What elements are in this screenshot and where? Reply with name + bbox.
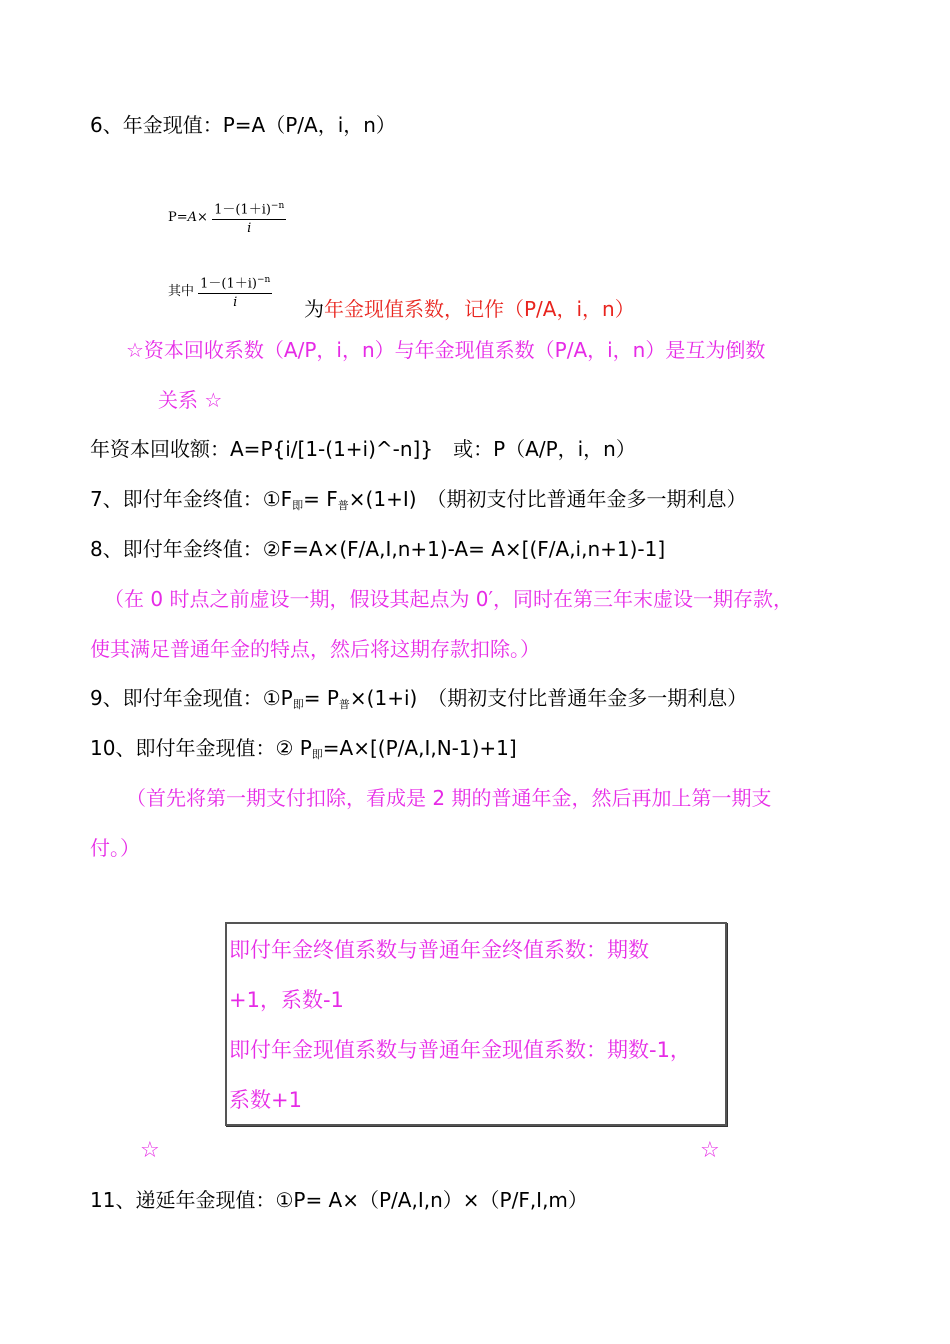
l7-sub-ji: 即 (292, 499, 304, 512)
summary-box (225, 922, 727, 1126)
numerator-exp: −n (270, 201, 285, 211)
box-line-4: 系数+1 (229, 1088, 302, 1112)
l10-post: =A×[(P/A,I,N-1)+1] (322, 736, 517, 760)
l9-post: ×(1+i) （期初支付比普通年金多一期利息） (349, 686, 748, 710)
l10-pre: 10、即付年金现值：② P (90, 736, 312, 760)
qizhong-fraction (198, 272, 272, 311)
l10-sub-ji: 即 (311, 748, 323, 761)
annual-capital-recovery: 年资本回收额：A=P{i/[1-(1+i)^-n]} 或：P（A/P，i，n） (90, 437, 636, 461)
formula-times: × (197, 210, 208, 226)
heading-11: 11、递延年金现值：①P= A×（P/A,I,n）×（P/F,I,m） (90, 1188, 588, 1212)
formula-a: A (187, 210, 198, 226)
heading-10 (90, 735, 517, 768)
qizhong-numerator-text: 1－(1＋i) (200, 276, 257, 292)
l9-sub-pu: 普 (338, 698, 350, 711)
heading-7 (90, 486, 747, 519)
note-reciprocal-a: ☆资本回收系数（A/P，i，n）与年金现值系数（P/A，i，n）是互为倒数 (126, 338, 766, 362)
qizhong-wei: 为 (304, 297, 324, 321)
l7-mid: = F (303, 487, 338, 511)
l9-pre: 9、即付年金现值：①P (90, 686, 293, 710)
heading-8: 8、即付年金终值：②F=A×(F/A,I,n+1)-A= A×[(F/A,i,n+1)-1] (90, 537, 666, 561)
l7-post: ×(1+I) （期初支付比普通年金多一期利息） (348, 487, 747, 511)
formula-present-value (168, 198, 286, 237)
formula-prefix: P= (168, 210, 188, 226)
heading-9 (90, 685, 747, 718)
qizhong-denominator: i (233, 295, 238, 311)
box-line-2: +1，系数-1 (229, 988, 344, 1012)
qizhong-exp: −n (257, 275, 271, 285)
star-left: ☆ (140, 1138, 160, 1163)
l7-pre: 7、即付年金终值：①F (90, 487, 293, 511)
qizhong-description (304, 296, 635, 322)
formula-qizhong (168, 272, 272, 311)
heading-annuity-present-value: 6、年金现值：P=A（P/A，i，n） (90, 113, 396, 137)
box-line-3: 即付年金现值系数与普通年金现值系数：期数-1， (229, 1038, 691, 1062)
formula-numerator (212, 198, 286, 220)
numerator-text: 1－(1＋i) (214, 202, 271, 218)
note-deduct-first-b: 付。） (90, 836, 140, 860)
qizhong-prefix: 其中 (168, 284, 195, 300)
qizhong-red-text: 年金现值系数，记作（P/A，i，n） (324, 297, 635, 321)
note-virtual-period-b: 使其满足普通年金的特点，然后将这期存款扣除。） (90, 637, 540, 661)
note-virtual-period-a: （在 0 时点之前虚设一期，假设其起点为 0′，同时在第三年末虚设一期存款， (104, 587, 794, 611)
formula-fraction (212, 198, 286, 237)
star-right: ☆ (700, 1138, 720, 1163)
formula-denominator: i (247, 221, 252, 237)
note-deduct-first-a: （首先将第一期支付扣除，看成是 2 期的普通年金，然后再加上第一期支 (126, 786, 772, 810)
l9-mid: = P (303, 686, 339, 710)
qizhong-numerator (198, 272, 272, 294)
l9-sub-ji: 即 (292, 698, 304, 711)
box-line-1: 即付年金终值系数与普通年金终值系数：期数 (229, 938, 649, 962)
l7-sub-pu: 普 (337, 499, 349, 512)
note-reciprocal-b: 关系 ☆ (158, 388, 223, 412)
